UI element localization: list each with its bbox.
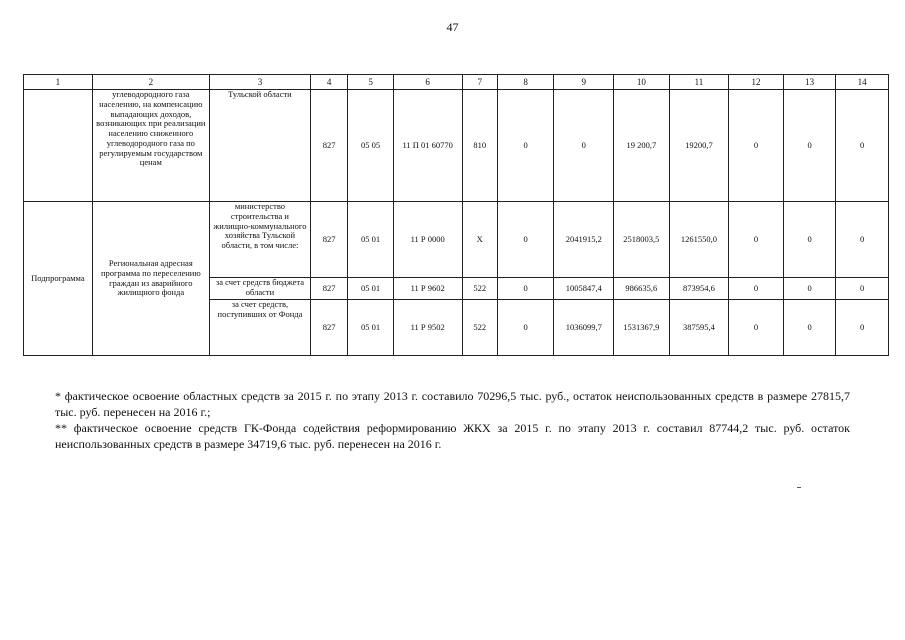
cell-col9: 2041915,2	[554, 202, 614, 278]
col-number: 11	[669, 75, 729, 90]
cell-col7: 522	[462, 300, 497, 356]
cell-col14: 0	[836, 202, 889, 278]
cell-col6: 11 Р 9602	[393, 278, 462, 300]
cell-executor: за счет средств, поступивших от Фонда	[209, 300, 310, 356]
cell-col6: 11 П 01 60770	[393, 90, 462, 202]
cell-col8: 0	[497, 300, 554, 356]
cell-col12: 0	[729, 202, 784, 278]
cell-col4: 827	[310, 90, 347, 202]
row-empty-cell	[24, 90, 93, 202]
page-number: 47	[446, 20, 459, 34]
footnote-regional-funds: * фактическое освоение областных средств за 2015 г. по этапу 2013 г. составило 70296,5 тыс. руб., остаток неиспользованных средств в размере 27815,7 тыс. руб. перенесен на 2016 г.;	[55, 389, 850, 419]
cell-col8: 0	[497, 202, 554, 278]
cell-executor: Тульской области	[209, 90, 310, 202]
footnotes	[55, 388, 850, 452]
cell-col14: 0	[836, 90, 889, 202]
col-number: 4	[310, 75, 347, 90]
cell-col12: 0	[729, 278, 784, 300]
col-number: 8	[497, 75, 554, 90]
col-number: 10	[614, 75, 670, 90]
cell-col13: 0	[783, 202, 836, 278]
cell-description: углеводородного газа населению, на компенсацию выпадающих доходов, возникающих при реализации населению сниженного углеводородного газа по регулируемым государством ценам	[92, 90, 209, 202]
scan-mark	[797, 487, 801, 488]
cell-col11: 1261550,0	[669, 202, 729, 278]
cell-col9: 1036099,7	[554, 300, 614, 356]
col-number: 1	[24, 75, 93, 90]
cell-col10: 1531367,9	[614, 300, 670, 356]
cell-col7: 810	[462, 90, 497, 202]
cell-col6: 11 Р 9502	[393, 300, 462, 356]
cell-col10: 19 200,7	[614, 90, 670, 202]
cell-col4: 827	[310, 278, 347, 300]
cell-executor: за счет средств бюджета области	[209, 278, 310, 300]
cell-col11: 873954,6	[669, 278, 729, 300]
cell-col9: 0	[554, 90, 614, 202]
cell-col5: 05 01	[348, 278, 393, 300]
cell-subprogram-title: Региональная адресная программа по переселению граждан из аварийного жилищного фонда	[92, 202, 209, 356]
cell-col5: 05 01	[348, 202, 393, 278]
cell-col14: 0	[836, 278, 889, 300]
cell-col11: 19200,7	[669, 90, 729, 202]
cell-col14: 0	[836, 300, 889, 356]
cell-col9: 1005847,4	[554, 278, 614, 300]
cell-executor: министерство строительства и жилищно-коммунального хозяйства Тульской области, в том числе:	[209, 202, 310, 278]
col-number: 5	[348, 75, 393, 90]
cell-subprogram-type: Подпрограмма	[24, 202, 93, 356]
cell-col6: 11 Р 0000	[393, 202, 462, 278]
cell-col12: 0	[729, 90, 784, 202]
col-number: 3	[209, 75, 310, 90]
cell-col10: 2518003,5	[614, 202, 670, 278]
budget-table	[23, 74, 889, 356]
col-number: 13	[783, 75, 836, 90]
footnote-fund-resources: ** фактическое освоение средств ГК-Фонда содействия реформированию ЖКХ за 2015 г. по этапу 2013 г. составил 87744,2 тыс. руб. остаток неиспользованных средств в размере 34719,6 тыс. руб. перенесен на 2016 г.	[55, 421, 850, 451]
cell-col8: 0	[497, 90, 554, 202]
cell-col12: 0	[729, 300, 784, 356]
table-row-gas-compensation	[24, 90, 889, 202]
cell-col10: 986635,6	[614, 278, 670, 300]
cell-col7: Х	[462, 202, 497, 278]
col-number: 14	[836, 75, 889, 90]
cell-col5: 05 05	[348, 90, 393, 202]
table-row-ministry	[24, 202, 889, 278]
cell-col8: 0	[497, 278, 554, 300]
cell-col4: 827	[310, 202, 347, 278]
col-number: 2	[92, 75, 209, 90]
cell-col7: 522	[462, 278, 497, 300]
cell-col5: 05 01	[348, 300, 393, 356]
col-number: 6	[393, 75, 462, 90]
col-number: 9	[554, 75, 614, 90]
cell-col4: 827	[310, 300, 347, 356]
column-number-row	[24, 75, 889, 90]
cell-col13: 0	[783, 90, 836, 202]
cell-col13: 0	[783, 300, 836, 356]
cell-col11: 387595,4	[669, 300, 729, 356]
col-number: 12	[729, 75, 784, 90]
col-number: 7	[462, 75, 497, 90]
cell-col13: 0	[783, 278, 836, 300]
